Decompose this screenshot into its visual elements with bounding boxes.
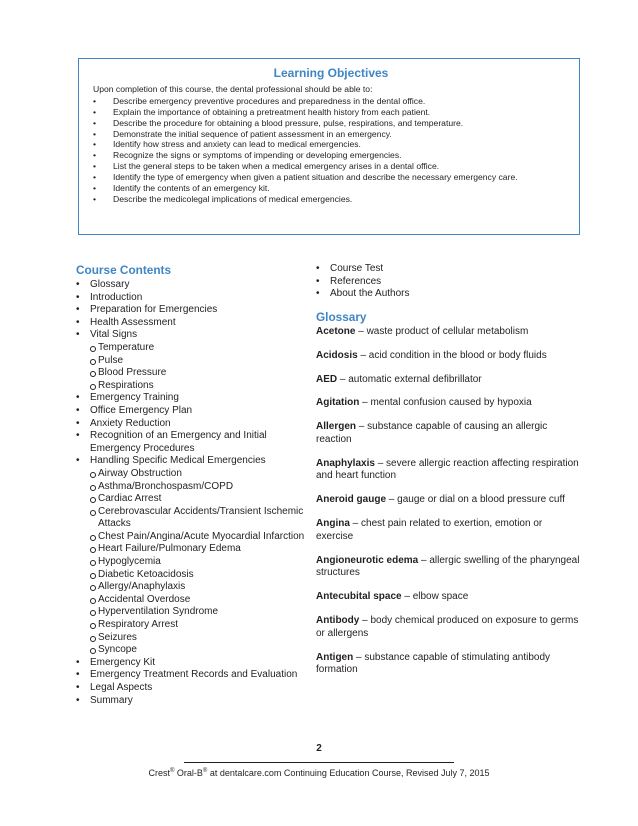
learning-objectives-title: Learning Objectives: [273, 66, 389, 80]
glossary-entry: [316, 555, 581, 580]
footer-brand-crest: Crest: [148, 768, 170, 778]
objective-item: • Identify the contents of an emergency kit.: [93, 183, 569, 194]
glossary-definition: – automatic external defibrillator: [337, 373, 482, 385]
toc-subitem: Respiratory Arrest: [90, 619, 316, 632]
toc-item-introduction: • Introduction: [76, 292, 316, 305]
objective-item: • Describe emergency preventive procedures and preparedness in the dental office.: [93, 96, 569, 107]
toc-subitem: Hypoglycemia: [90, 556, 316, 569]
glossary-entry: [316, 494, 581, 507]
registered-mark: ®: [169, 768, 175, 774]
toc-subitem: Airway Obstruction: [90, 468, 316, 481]
page-number: 2: [316, 743, 322, 754]
learning-objectives-intro: Upon completion of this course, the dental professional should be able to:: [93, 84, 373, 94]
glossary-definition: – waste product of cellular metabolism: [355, 325, 529, 337]
objective-item: • Describe the medicolegal implications of medical emergencies.: [93, 194, 569, 205]
objective-item: • Identify how stress and anxiety can lead to medical emergencies.: [93, 139, 569, 150]
toc-item-references: • References: [316, 276, 581, 289]
glossary-column: [316, 263, 581, 688]
toc-item-office-plan: • Office Emergency Plan: [76, 405, 316, 418]
toc-item-legal: • Legal Aspects: [76, 682, 316, 695]
toc-item-anxiety: • Anxiety Reduction: [76, 418, 316, 431]
glossary-title: Glossary: [316, 309, 367, 324]
objective-item: • Explain the importance of obtaining a pretreatment health history from each patient.: [93, 107, 569, 118]
glossary-entry: [316, 397, 581, 410]
toc-item-about-authors: • About the Authors: [316, 288, 581, 301]
course-contents-list: [76, 279, 316, 707]
glossary-definition: – chest pain related to exertion, emotion or exercise: [316, 518, 543, 542]
glossary-definition: – acid condition in the blood or body fluids: [357, 349, 547, 361]
glossary-term: Anaphylaxis: [316, 457, 375, 469]
toc-subitem: Cerebrovascular Accidents/Transient Ischemic Attacks: [90, 506, 316, 531]
toc-item-emergency-training: • Emergency Training: [76, 392, 316, 405]
toc-item-glossary: • Glossary: [76, 279, 316, 292]
footer-text: at dentalcare.com Continuing Education Course, Revised July 7, 2015: [207, 768, 490, 778]
toc-subitem: Temperature: [90, 342, 316, 355]
glossary-entry: [316, 591, 581, 604]
glossary-term: Agitation: [316, 397, 360, 409]
toc-subitem: Hyperventilation Syndrome: [90, 606, 316, 619]
glossary-term: Antibody: [316, 615, 360, 627]
glossary-term: Acidosis: [316, 349, 358, 361]
course-contents-list-continued: [316, 263, 581, 301]
toc-item-vital-signs: [76, 329, 316, 392]
glossary-definition: – severe allergic reaction affecting respiration and heart function: [316, 457, 579, 482]
glossary-definition: – gauge or dial on a blood pressure cuff: [386, 494, 565, 506]
registered-mark: ®: [202, 768, 208, 774]
glossary-definition: – mental confusion caused by hypoxia: [359, 397, 532, 409]
glossary-entry: [316, 458, 581, 483]
toc-sublist-handling: [90, 468, 316, 657]
toc-subitem: Chest Pain/Angina/Acute Myocardial Infarction: [90, 531, 316, 544]
page-footer: [0, 768, 638, 778]
glossary-list: [316, 326, 581, 677]
glossary-definition: – substance capable of stimulating antibody formation: [316, 651, 551, 676]
toc-subitem: Respirations: [90, 380, 316, 393]
objective-item: • Demonstrate the initial sequence of patient assessment in an emergency.: [93, 129, 569, 140]
footer-divider: [184, 762, 454, 763]
toc-sublist-vital-signs: [90, 342, 316, 392]
toc-item-handling-label: Handling Specific Medical Emergencies: [90, 455, 266, 467]
toc-subitem: Blood Pressure: [90, 367, 316, 380]
toc-subitem: Seizures: [90, 632, 316, 645]
toc-subitem: Asthma/Bronchospasm/COPD: [90, 481, 316, 494]
toc-item-vital-signs-label: Vital Signs: [90, 329, 138, 341]
objective-item: • List the general steps to be taken when a medical emergency arises in a dental office.: [93, 161, 569, 172]
glossary-entry: [316, 374, 581, 387]
glossary-term: Allergen: [316, 421, 357, 433]
glossary-entry: [316, 326, 581, 339]
glossary-term: Angina: [316, 518, 350, 530]
toc-subitem: Pulse: [90, 355, 316, 368]
objective-item: • Describe the procedure for obtaining a blood pressure, pulse, respirations, and temperature.: [93, 118, 569, 129]
glossary-entry: [316, 615, 581, 640]
glossary-term: AED: [316, 373, 338, 385]
glossary-term: Acetone: [316, 325, 356, 337]
glossary-definition: – substance capable of causing an allergic reaction: [316, 421, 548, 445]
course-contents-column: [76, 263, 316, 707]
toc-item-preparation: • Preparation for Emergencies: [76, 304, 316, 317]
toc-subitem: Allergy/Anaphylaxis: [90, 581, 316, 594]
glossary-entry: [316, 421, 581, 446]
objective-item: • Identify the type of emergency when given a patient situation and describe the necessary emergency care.: [93, 172, 569, 183]
toc-item-handling: [76, 455, 316, 657]
glossary-definition: – elbow space: [401, 591, 469, 603]
toc-subitem: Cardiac Arrest: [90, 493, 316, 506]
course-contents-title: Course Contents: [76, 263, 172, 277]
toc-item-records: • Emergency Treatment Records and Evaluation: [76, 669, 316, 682]
toc-subitem: Syncope: [90, 644, 316, 657]
glossary-definition: – body chemical produced on exposure to germs or allergens: [316, 615, 579, 639]
objective-item: • Recognize the signs or symptoms of impending or developing emergencies.: [93, 150, 569, 161]
glossary-term: Antigen: [316, 651, 354, 663]
toc-item-emergency-kit: • Emergency Kit: [76, 657, 316, 670]
glossary-term: Antecubital space: [316, 591, 402, 603]
toc-item-summary: • Summary: [76, 695, 316, 708]
learning-objectives-box: [78, 58, 580, 235]
glossary-term: Aneroid gauge: [316, 494, 387, 506]
toc-subitem: Heart Failure/Pulmonary Edema: [90, 543, 316, 556]
glossary-term: Angioneurotic edema: [316, 554, 419, 566]
toc-subitem: Diabetic Ketoacidosis: [90, 569, 316, 582]
glossary-entry: [316, 350, 581, 363]
glossary-entry: [316, 518, 581, 543]
toc-item-course-test: • Course Test: [316, 263, 581, 276]
toc-item-health-assessment: • Health Assessment: [76, 317, 316, 330]
glossary-entry: [316, 652, 581, 677]
footer-brand-oralb: Oral-B: [174, 768, 203, 778]
toc-item-recognition: • Recognition of an Emergency and Initial Emergency Procedures: [76, 430, 316, 455]
learning-objectives-list: [93, 96, 569, 205]
glossary-definition: – allergic swelling of the pharyngeal structures: [316, 554, 580, 579]
toc-subitem: Accidental Overdose: [90, 594, 316, 607]
